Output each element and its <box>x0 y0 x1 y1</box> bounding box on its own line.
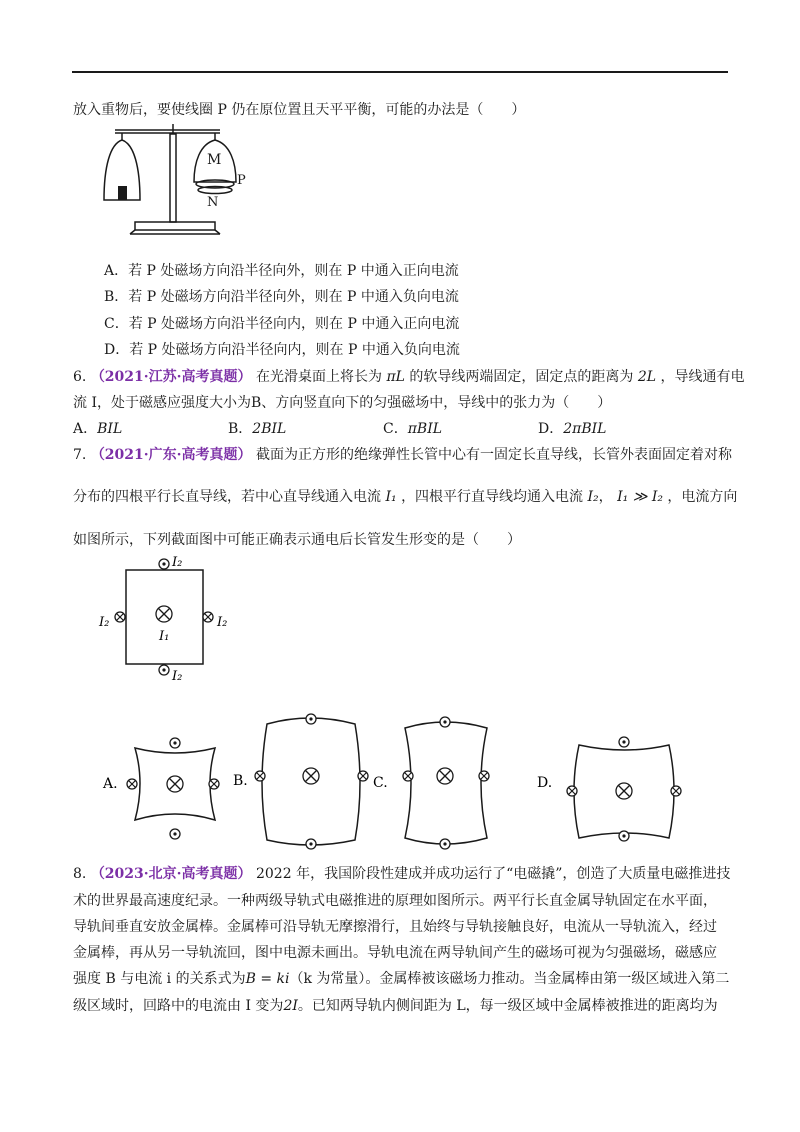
choice-c-shape <box>403 717 489 849</box>
q8-line5: 强度 B 与电流 i 的关系式为B = ki（k 为常量）。金属棒被该磁场力推动。当金属棒由第一级区域进入第二 <box>73 971 730 987</box>
q7-line3: 如图所示，下列截面图中可能正确表示通电后长管发生形变的是（ ） <box>73 532 521 548</box>
q6-line1 <box>73 366 745 386</box>
label-p: P <box>237 173 246 188</box>
q8-line6: 级区域时，回路中的电流由 I 变为2I。已知两导轨内侧间距为 L，每一级区域中金属棒被推进的距离均为 <box>73 998 718 1014</box>
q8-text: 2022 年，我国阶段性建成并成功运行了“电磁撬”，创造了大质量电磁推进技 <box>255 866 731 882</box>
q6-text: ，导线通有电 <box>660 369 745 385</box>
q6-formula: 2L <box>637 369 657 385</box>
choice-label-c: C. <box>373 775 388 791</box>
q7-tag: （2021·广东·高考真题） <box>90 447 252 463</box>
choice-label-b: B. <box>233 773 248 789</box>
q6-tag: （2021·江苏·高考真题） <box>90 369 252 385</box>
header-rule <box>72 71 728 73</box>
q7-condition: I₁ ≫ I₂ <box>617 489 663 505</box>
label-m: M <box>207 152 222 168</box>
q6-option-c: C．πBIL <box>383 421 443 437</box>
fig-label-center: I₁ <box>159 629 170 644</box>
q7-line2: 分布的四根平行长直导线，若中心直导线通入电流 I₁ ，四根平行直导线均通入电流 I₂， I₁ ≫ I₂ ，电流方向 <box>73 489 738 505</box>
q7-cross-section-figure <box>95 552 245 692</box>
q8-formula: B = ki <box>245 971 290 987</box>
q6-formula: πL <box>386 369 405 385</box>
q8-line3: 导轨间垂直安放金属棒。金属棒可沿导轨无摩擦滑行，且始终与导轨接触良好，电流从一导轨流入，经过 <box>73 919 717 935</box>
q8-line4: 金属棒，再从另一导轨流回，图中电源未画出。导轨电流在两导轨间产生的磁场可视为匀强磁场，磁感应 <box>73 945 717 961</box>
q7-choices-figure <box>95 708 715 848</box>
q5-option-a: A．若 P 处磁场方向沿半径向外，则在 P 中通入正向电流 <box>104 263 459 279</box>
choice-b-shape <box>255 714 368 849</box>
choice-d-shape <box>567 737 681 841</box>
q8-formula: 2I <box>283 998 298 1014</box>
q7-text: 截面为正方形的绝缘弹性长管中心有一固定长直导线，长管外表面固定着对称 <box>255 447 732 463</box>
q6-option-d: D．2πBIL <box>538 421 607 437</box>
q6-text: 的软导线两端固定，固定点的距离为 <box>409 369 634 385</box>
q8-line2: 术的世界最高速度纪录。一种两级导轨式电磁推进的原理如图所示。两平行长直金属导轨固定在水平面， <box>73 893 717 909</box>
intro-line: 放入重物后，要使线圈 P 仍在原位置且天平平衡，可能的办法是（ ） <box>73 102 526 118</box>
q5-option-d: D．若 P 处磁场方向沿半径向内，则在 P 中通入负向电流 <box>104 342 460 358</box>
fig-label-top: I₂ <box>172 555 183 570</box>
q7-number: 7. <box>73 447 87 463</box>
fig-label-bottom: I₂ <box>172 669 183 684</box>
q8-number: 8. <box>73 866 87 882</box>
q5-option-c: C．若 P 处磁场方向沿半径向内，则在 P 中通入正向电流 <box>104 316 460 332</box>
balance-figure <box>100 122 260 244</box>
q6-text: 在光滑桌面上将长为 <box>255 369 382 385</box>
q6-option-a: A．BIL <box>73 421 123 437</box>
q6-number: 6. <box>73 369 87 385</box>
choice-a-shape <box>127 738 219 839</box>
fig-label-right: I₂ <box>217 615 228 630</box>
q6-line2: 流 I，处于磁感应强度大小为B、方向竖直向下的匀强磁场中，导线中的张力为（ ） <box>73 395 612 411</box>
q7-i1: I₁ <box>385 489 397 505</box>
q8-line1 <box>73 863 730 883</box>
q5-option-b: B．若 P 处磁场方向沿半径向外，则在 P 中通入负向电流 <box>104 289 459 305</box>
q7-i2: I₂ <box>587 489 599 505</box>
choice-label-d: D. <box>537 775 553 791</box>
choice-label-a: A. <box>103 776 118 792</box>
fig-label-left: I₂ <box>99 615 110 630</box>
q6-option-b: B．2BIL <box>228 421 287 437</box>
label-n: N <box>207 195 219 210</box>
q7-line1 <box>73 444 732 464</box>
q8-tag: （2023·北京·高考真题） <box>90 866 252 882</box>
